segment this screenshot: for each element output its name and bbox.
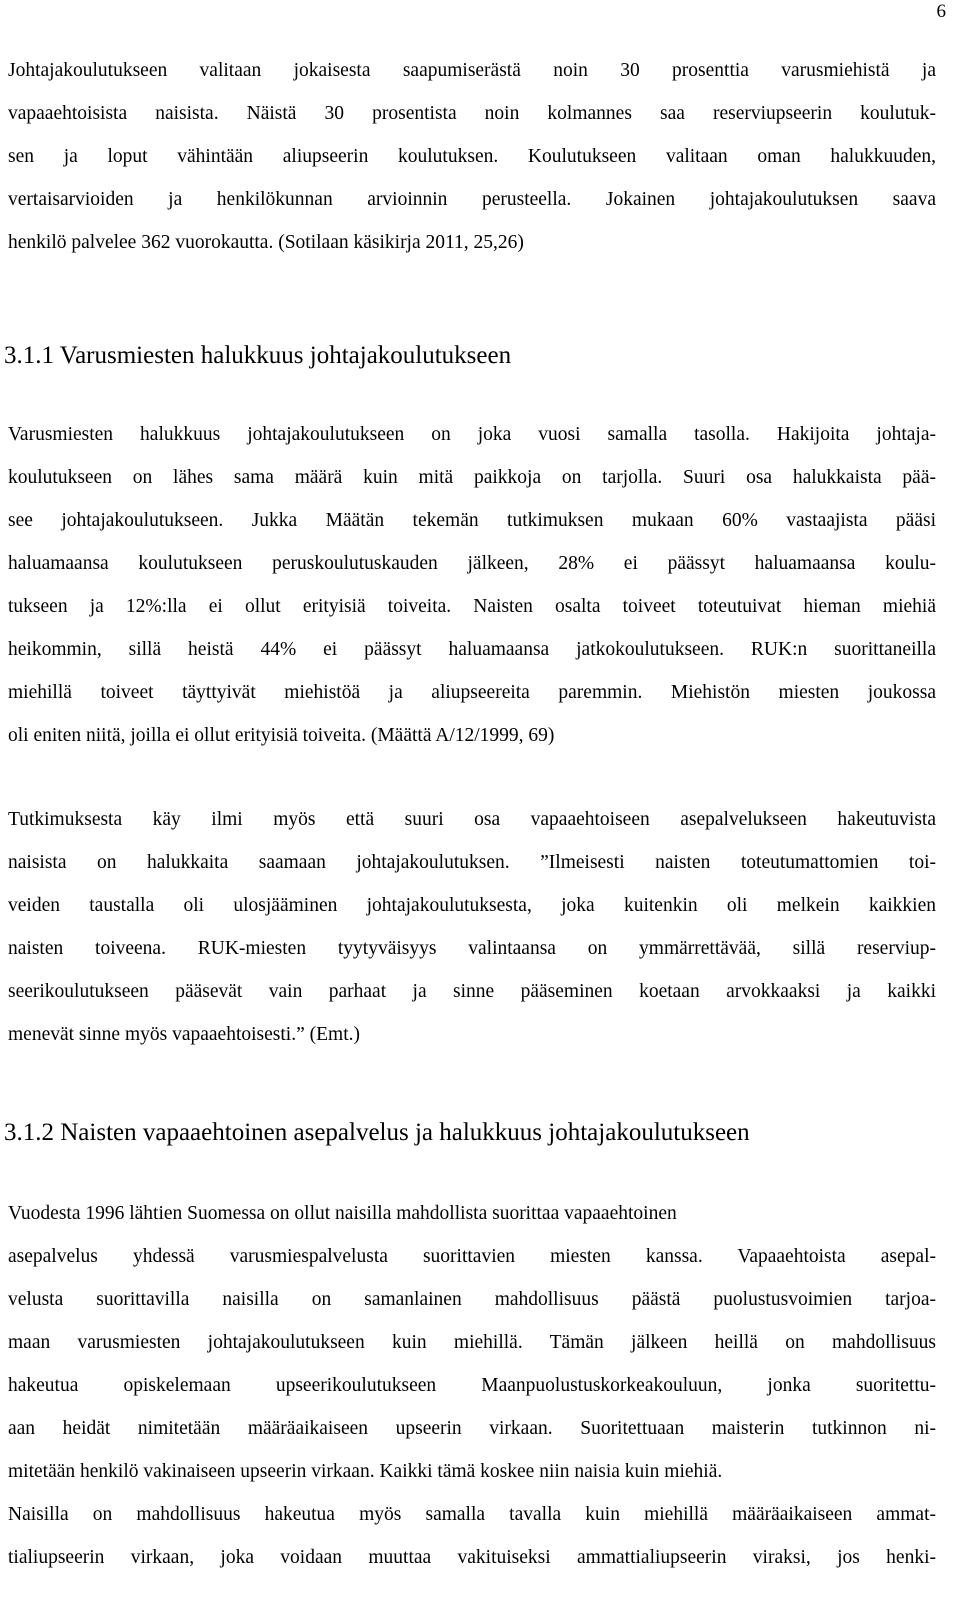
text-line: velusta suorittavilla naisilla on samanlainen mahdollisuus päästä puolustusvoimien tarjoa- [8, 1289, 936, 1310]
text-line: menevät sinne myös vapaaehtoisesti.” (Emt.) [8, 1024, 360, 1045]
text-line: miehillä toiveet täyttyivät miehistöä ja aliupseereita paremmin. Miehistön miesten joukossa [8, 682, 936, 703]
text-line: heikommin, sillä heistä 44% ei päässyt haluamaansa jatkokoulutukseen. RUK:n suorittaneilla [8, 639, 936, 660]
text-line: Naisilla on mahdollisuus hakeutua myös samalla tavalla kuin miehillä määräaikaiseen ammat- [8, 1504, 936, 1525]
text-line: haluamaansa koulutukseen peruskoulutuskauden jälkeen, 28% ei päässyt haluamaansa koulu- [8, 553, 936, 574]
text-line: tukseen ja 12%:lla ei ollut erityisiä toiveita. Naisten osalta toiveet toteutuivat hieman miehiä [8, 596, 936, 617]
section-heading-3-1-2: 3.1.2 Naisten vapaaehtoinen asepalvelus ja halukkuus johtajakoulutukseen [4, 1119, 750, 1146]
text-line: naisista on halukkaita saamaan johtajakoulutuksen. ”Ilmeisesti naisten toteutumattomien toi- [8, 852, 936, 873]
text-line: vertaisarvioiden ja henkilökunnan arvioinnin perusteella. Jokainen johtajakoulutuksen saava [8, 189, 936, 210]
section-heading-3-1-1: 3.1.1 Varusmiesten halukkuus johtajakoulutukseen [4, 342, 512, 369]
text-line: see johtajakoulutukseen. Jukka Määtän tekemän tutkimuksen mukaan 60% vastaajista pääsi [8, 510, 936, 531]
text-line: asepalvelus yhdessä varusmiespalvelusta suorittavien miesten kanssa. Vapaaehtoista asepal- [8, 1246, 936, 1267]
text-line: Johtajakoulutukseen valitaan jokaisesta saapumiserästä noin 30 prosenttia varusmiehistä ja [8, 60, 936, 81]
text-line: aan heidät nimitetään määräaikaiseen upseerin virkaan. Suoritettuaan maisterin tutkinnon ni- [8, 1418, 936, 1439]
text-line: hakeutua opiskelemaan upseerikoulutukseen Maanpuolustuskorkeakouluun, jonka suoritettu- [8, 1375, 936, 1396]
text-line: oli eniten niitä, joilla ei ollut erityisiä toiveita. (Määttä A/12/1999, 69) [8, 725, 555, 746]
text-line: naisten toiveena. RUK-miesten tyytyväisyys valintaansa on ymmärrettävää, sillä reserviup- [8, 938, 936, 959]
text-line: mitetään henkilö vakinaiseen upseerin virkaan. Kaikki tämä koskee niin naisia kuin miehiä. [8, 1461, 723, 1482]
page-number: 6 [936, 1, 946, 22]
text-line: sen ja loput vähintään aliupseerin koulutuksen. Koulutukseen valitaan oman halukkuuden, [8, 146, 936, 167]
text-line: maan varusmiesten johtajakoulutukseen kuin miehillä. Tämän jälkeen heillä on mahdollisuus [8, 1332, 936, 1353]
text-line: tialiupseerin virkaan, joka voidaan muuttaa vakituiseksi ammattialiupseerin viraksi, jos henki- [8, 1547, 936, 1568]
text-line: Vuodesta 1996 lähtien Suomessa on ollut naisilla mahdollista suorittaa vapaaehtoinen [8, 1203, 677, 1224]
text-line: henkilö palvelee 362 vuorokautta. (Sotilaan käsikirja 2011, 25,26) [8, 232, 524, 253]
text-line: veiden taustalla oli ulosjääminen johtajakoulutuksesta, joka kuitenkin oli melkein kaikkien [8, 895, 936, 916]
text-line: vapaaehtoisista naisista. Näistä 30 prosentista noin kolmannes saa reserviupseerin koulutuk- [8, 103, 936, 124]
text-line: koulutukseen on lähes sama määrä kuin mitä paikkoja on tarjolla. Suuri osa halukkaista pää- [8, 467, 936, 488]
text-line: Tutkimuksesta käy ilmi myös että suuri osa vapaaehtoiseen asepalvelukseen hakeutuvista [8, 809, 936, 830]
text-line: seerikoulutukseen pääsevät vain parhaat ja sinne pääseminen koetaan arvokkaaksi ja kaikki [8, 981, 936, 1002]
text-line: Varusmiesten halukkuus johtajakoulutukseen on joka vuosi samalla tasolla. Hakijoita johtaja- [8, 424, 936, 445]
